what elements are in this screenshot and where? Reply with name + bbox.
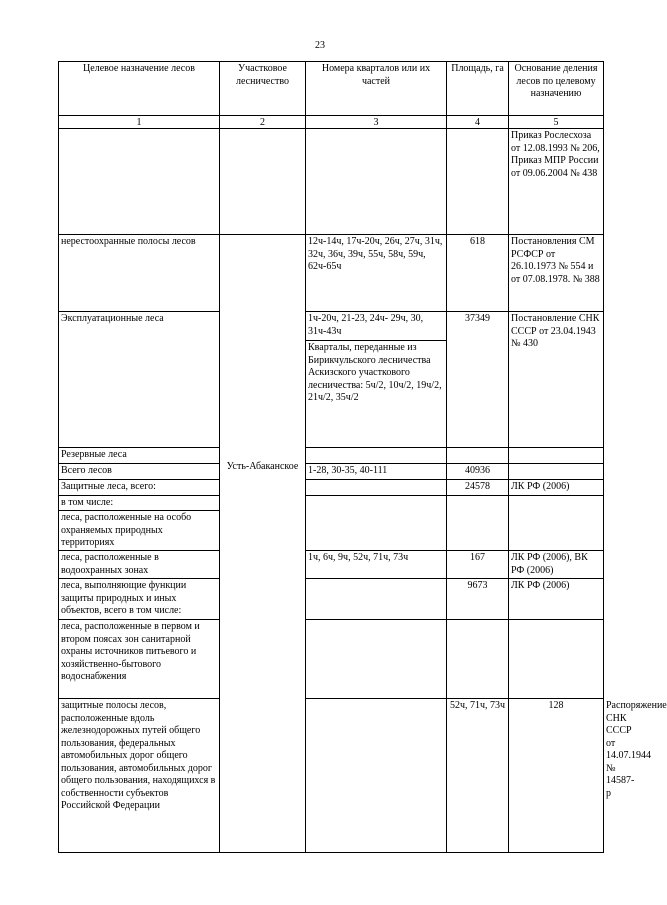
table-row [59, 448, 604, 464]
area-cell: 9673 [447, 579, 509, 620]
quarters-cell: 12ч-14ч, 17ч-20ч, 26ч, 27ч, 31ч, 32ч, 36ч, 39ч, 55ч, 58ч, 59ч, 62ч-65ч [306, 235, 447, 312]
district-spacer [220, 235, 305, 461]
quarters-transferred: Кварталы, переданные из Бирикчульского лесничества Аскизского участкового лесничества: 5ч/2, 10ч/2, 19ч/2, 21ч/2, 35ч/2 [308, 342, 442, 403]
basis-cell [509, 620, 604, 699]
basis-cell [509, 448, 604, 464]
purpose-cell: Защитные леса, всего: [59, 480, 220, 496]
column-number: 1 [59, 116, 220, 129]
purpose-cell: Всего лесов [59, 464, 220, 480]
purpose-cell: Эксплуатационные леса [59, 312, 220, 448]
quarters-cell: 1-28, 30-35, 40-111 [306, 464, 447, 480]
area-cell: 128 [509, 699, 604, 853]
basis-cell: Постановление СНК СССР от 23.04.1943 № 430 [509, 312, 604, 448]
area-cell [447, 129, 509, 235]
page-number: 23 [315, 40, 325, 51]
basis-cell: ЛК РФ (2006), ВК РФ (2006) [509, 551, 604, 579]
purpose-cell: леса, расположенные на особо охраняемых природных территориях [59, 511, 220, 551]
table-row [59, 312, 604, 448]
quarters-main: 1ч-20ч, 21-23, 24ч- 29ч, 30, 31ч-43ч [306, 312, 446, 341]
quarters-cell [306, 448, 447, 464]
area-cell [447, 496, 509, 551]
purpose-cell [59, 129, 220, 235]
table-row [59, 129, 604, 235]
table-header-row [59, 62, 604, 116]
table-row: защитные полосы лесов, расположенные вдоль железнодорожных путей общего пользования, федеральных автомобильных дорог общего пользования, автомобильных дорог общего пользования, находящихся в собственности субъектов Российской Федерации 52ч, 71ч, 73ч 128 Распоряжение СНК СССР от 14.07.1944 № 14587-р [59, 699, 604, 853]
basis-cell: ЛК РФ (2006) [509, 579, 604, 620]
quarters-cell [306, 579, 447, 620]
area-cell: 167 [447, 551, 509, 579]
quarters-cell [306, 480, 447, 496]
table-row [59, 551, 604, 579]
header-area: Площадь, га [447, 62, 509, 116]
table-row [59, 620, 604, 699]
purpose-cell: в том числе: [59, 496, 220, 511]
basis-cell [509, 464, 604, 480]
area-cell: 24578 [447, 480, 509, 496]
area-cell [447, 620, 509, 699]
quarters-cell: 52ч, 71ч, 73ч [447, 699, 509, 853]
purpose-cell: нерестоохранные полосы лесов [59, 235, 220, 312]
basis-cell: ЛК РФ (2006) [509, 480, 604, 496]
table-row [59, 235, 604, 312]
area-cell: 618 [447, 235, 509, 312]
column-number: 3 [306, 116, 447, 129]
header-quarters: Номера кварталов или их частей [306, 62, 447, 116]
header-district: Участковое лесничество [220, 62, 306, 116]
table-row [59, 496, 604, 511]
district-cell [220, 129, 306, 235]
header-purpose: Целевое назначение лесов [59, 62, 220, 116]
table-row [59, 480, 604, 496]
column-number: 5 [509, 116, 604, 129]
quarters-cell [306, 129, 447, 235]
column-number-row [59, 116, 604, 129]
basis-cell [509, 496, 604, 551]
area-cell: 37349 [447, 312, 509, 448]
district-merged-cell [220, 235, 306, 853]
area-cell: 40936 [447, 464, 509, 480]
district-name: Усть-Абаканское [226, 461, 299, 472]
forest-purpose-table [58, 61, 667, 853]
basis-cell: Приказ Рослесхоза от 12.08.1993 № 206, Приказ МПР России от 09.06.2004 № 438 [509, 129, 604, 235]
quarters-cell: 1ч, 6ч, 9ч, 52ч, 71ч, 73ч [306, 551, 447, 579]
quarters-cell [306, 496, 447, 551]
quarters-cell [306, 312, 447, 448]
purpose-cell: леса, выполняющие функции защиты природных и иных объектов, всего в том числе: [59, 579, 220, 620]
purpose-cell: защитные полосы лесов, расположенные вдоль железнодорожных путей общего пользования, федеральных автомобильных дорог общего пользования, автомобильных дорог общего пользования, находящихся в собственности субъектов Российской Федерации [59, 699, 220, 853]
area-cell [447, 448, 509, 464]
table-row [59, 579, 604, 620]
column-number: 4 [447, 116, 509, 129]
column-number: 2 [220, 116, 306, 129]
district-cell [306, 699, 447, 853]
table-row [59, 464, 604, 480]
purpose-cell: леса, расположенные в водоохранных зонах [59, 551, 220, 579]
purpose-cell: Резервные леса [59, 448, 220, 464]
quarters-cell [306, 620, 447, 699]
basis-cell: Постановления СМ РСФСР от 26.10.1973 № 554 и от 07.08.1978. № 388 [509, 235, 604, 312]
purpose-cell: леса, расположенные в первом и втором поясах зон санитарной охраны источников питьевого и хозяйственно-бытового водоснабжения [59, 620, 220, 699]
header-basis: Основание деления лесов по целевому назначению [509, 62, 604, 116]
